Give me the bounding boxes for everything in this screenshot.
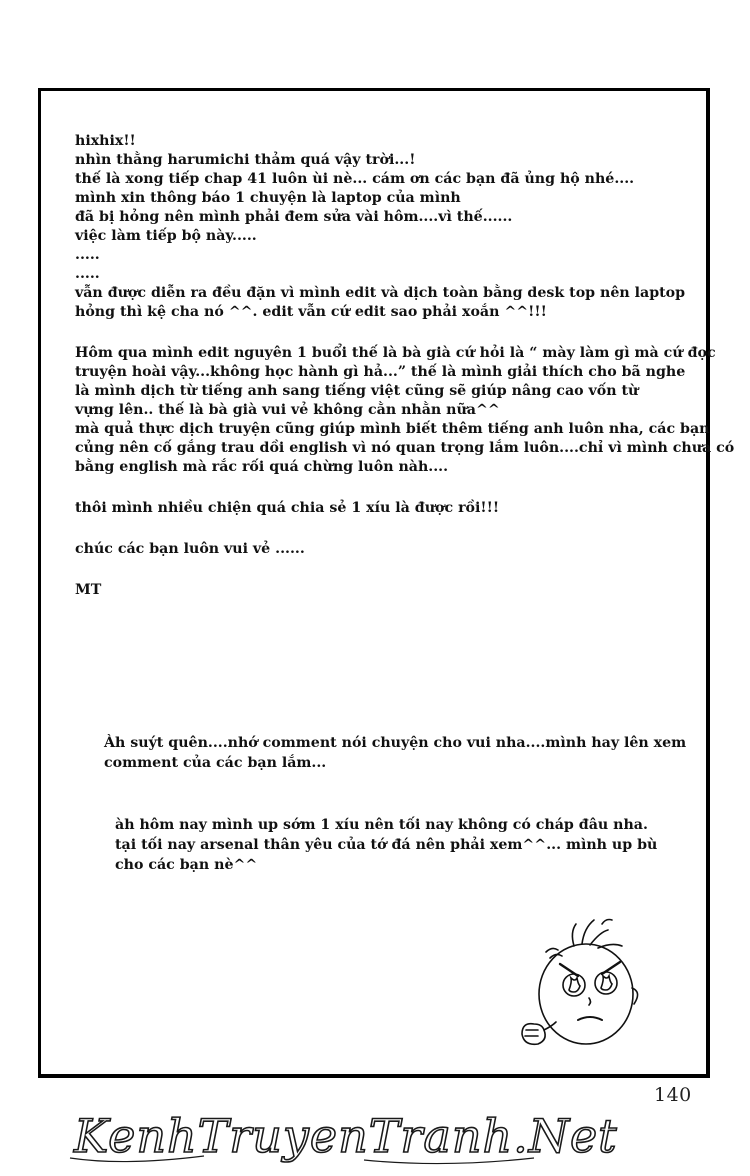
letter-line: củng nên cố gắng trau dồi english vì nó quan trọng lắm luôn....chỉ vì mình chưa có xyxy=(75,440,735,456)
angry-chibi-doodle xyxy=(516,912,646,1062)
letter-line: nhìn thằng harumichi thảm quá vậy trời...! xyxy=(75,152,416,168)
kenhtruyentranh-watermark-logo xyxy=(64,1100,684,1170)
letter-line: bằng english mà rắc rối quá chừng luôn nàh.... xyxy=(75,459,449,475)
letter-line: thế là xong tiếp chap 41 luôn ùi nè... cám ơn các bạn đã ủng hộ nhé.... xyxy=(75,171,635,187)
letter-line: chúc các bạn luôn vui vẻ ...... xyxy=(75,541,305,557)
letter-line: hixhix!! xyxy=(75,133,136,149)
letter-line: việc làm tiếp bộ này..... xyxy=(75,228,257,244)
postscript-line: tại tối nay arsenal thân yêu của tớ đá nên phải xem^^... mình up bù xyxy=(115,837,658,853)
letter-line: thôi mình nhiều chiện quá chia sẻ 1 xíu là được rồi!!! xyxy=(75,500,500,516)
postscript-line: Àh suýt quên....nhớ comment nói chuyện cho vui nha....mình hay lên xem xyxy=(104,735,687,751)
letter-line: vựng lên.. thế là bà già vui vẻ không cằn nhằn nữa^^ xyxy=(75,402,500,418)
letter-line: đã bị hỏng nên mình phải đem sửa vài hôm....vì thế...... xyxy=(75,209,513,225)
postscript-line: cho các bạn nè^^ xyxy=(115,857,258,873)
letter-line: ..... xyxy=(75,247,100,263)
letter-line: ..... xyxy=(75,266,100,282)
page-number: 140 xyxy=(654,1084,692,1106)
postscript-line: comment của các bạn lắm... xyxy=(104,755,327,771)
letter-line: vẫn được diễn ra đều đặn vì mình edit và dịch toàn bằng desk top nên laptop xyxy=(75,285,686,301)
postscript-comment xyxy=(104,733,694,773)
letter-line: mình xin thông báo 1 chuyện là laptop của mình xyxy=(75,190,461,206)
letter-line: truyện hoài vậy...không học hành gì hả...” thế là mình giải thích cho bã nghe xyxy=(75,364,686,380)
letter-body xyxy=(75,132,735,600)
letter-signature: MT xyxy=(75,582,102,598)
svg-text:KenhTruyenTranh.Net: KenhTruyenTranh.Net xyxy=(74,1109,618,1163)
letter-line: hỏng thì kệ cha nó ^^. edit vẫn cứ edit sao phải xoắn ^^!!! xyxy=(75,304,547,320)
letter-line: là mình dịch từ tiếng anh sang tiếng việt cũng sẽ giúp nâng cao vốn từ xyxy=(75,383,639,399)
letter-line: Hôm qua mình edit nguyên 1 buổi thế là bà già cứ hỏi là “ mày làm gì mà cứ đọc xyxy=(75,345,716,361)
postscript-line: àh hôm nay mình up sớm 1 xíu nên tối nay không có cháp đâu nha. xyxy=(115,817,648,833)
postscript-arsenal xyxy=(115,815,705,875)
letter-line: mà quả thực dịch truyện cũng giúp mình biết thêm tiếng anh luôn nha, các bạn xyxy=(75,421,710,437)
